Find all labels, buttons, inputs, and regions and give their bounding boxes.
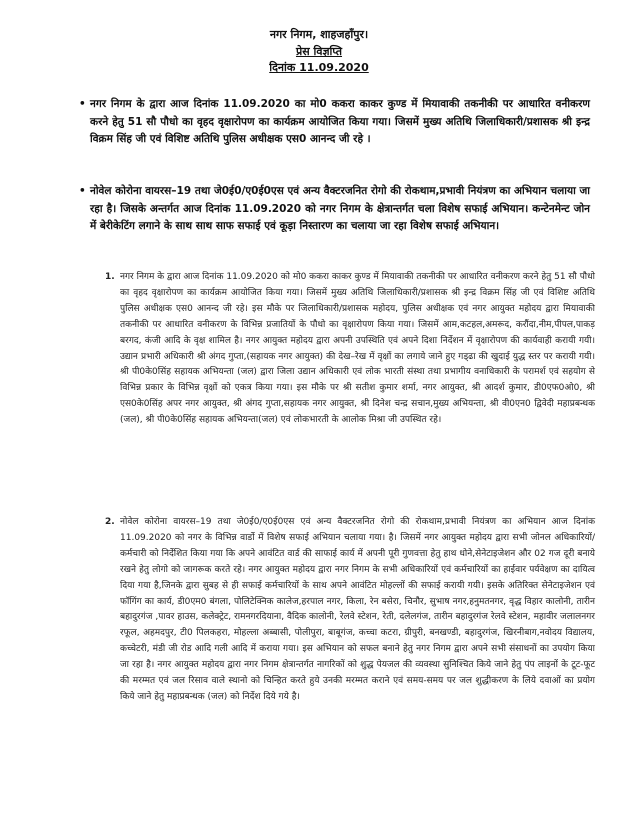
body-paragraph xyxy=(105,270,595,429)
document-title: प्रेस विज्ञप्ति xyxy=(295,45,343,58)
highlight-text: नगर निगम के द्वारा आज दिनांक 11.09.2020 का मो0 ककरा काकर कुण्ड में मियावाकी तकनीकी पर आधारित वनीकरण करने हेतु 51 सौ पौधो का वृहद वृक्षारोपण का कार्यक्रम आयोजित किया गया। जिसमें मुख्य अतिथि जिलाधिकारी/प्रशासक श्री इन्द्र विक्रम सिंह जी एवं विशिष्ट अतिथि पुलिस अधीक्षक एस0 आनन्द जी रहे । xyxy=(90,98,590,145)
body-paragraph xyxy=(105,515,595,706)
paragraph-number: 2. xyxy=(105,517,115,527)
highlight-item xyxy=(79,183,590,236)
highlight-item xyxy=(79,96,590,149)
paragraph-number: 1. xyxy=(105,272,115,282)
paragraph-text: नगर निगम के द्वारा आज दिनांक 11.09.2020 को मो0 ककरा काकर कुण्ड में मियावाकी तकनीकी पर आधारित वनीकरण करने हेतु 51 सौ पौधो का वृहद वृक्षारोपण का कार्यक्रम आयोजित किया गया। जिसमें मुख्य अतिथि जिलाधिकारी/प्रशासक श्री इन्द्र विक्रम सिंह जी एवं विशिष्ट अतिथि पुलिस अधीक्षक एस0 आनन्द जी रहे। इस मौके पर जिलाधिकारी/प्रशासक महोदय, पुलिस अधीक्षक एवं नगर आयुक्त महोदय द्वारा मियावाकी तकनीकी पर आधारित वनीकरण के विभिन्न प्रजातियों के पौधो का वृक्षारोपण किया गया। जिसमें आम,कटहल,अमरूद, करौंदा,नीम,पीपल,पाकड़ बरगद, कंजी आदि के वृक्ष शामिल है। नगर आयुक्त महोदय द्वारा अपनी उपस्थिति एवं अपने दिशा निर्देशन में वृक्षारोपण की कार्यवाही करायी गयी। उद्यान प्रभारी अधिकारी श्री अंगद गुप्ता,(सहायक नगर आयुक्त) की देख–रेख में वृक्षों का लगाये जाने हुए गड्‌ढा की खुदाई युद्ध स्तर पर करायी गयी। श्री पी0के0सिंह सहायक अभियन्ता (जल) द्वारा जिला उद्यान अधिकारी एवं लोक भारती संस्था तथा प्रभागीय वनाधिकारी के परामर्श एवं सहयोग से विभिन्न प्रकार के विभिन्न वृक्षों को एकत्र किया गया। इस मौके पर श्री सतीश कुमार शर्मा, नगर आयुक्त, श्री आदर्श कुमार, डी0एफ0ओ0, श्री एस0के0सिंह अपर नगर आयुक्त, श्री अंगद गुप्ता,सहायक नगर आयुक्त, श्री दिनेश चन्द्र सचान,मुख्य अभियन्ता, श्री वी0एन0 द्विवेदी महाप्रबन्धक (जल), श्री पी0के0सिंह सहायक अभियन्ता(जल) एवं लोकभारती के आलोक मिश्रा जी उपस्थित रहे। xyxy=(120,272,595,426)
highlight-text: नोवेल कोरोना वायरस–19 तथा जे0ई0/ए0ई0एस एवं अन्य वैक्टरजनित रोगो की रोकथाम,प्रभावी नियंत्रण का अभियान चलाया जा रहा है। जिसके अन्तर्गत आज दिनांक 11.09.2020 को नगर निगम के क्षेत्रान्तर्गत चला विशेष सफाई अभियान। कन्टेनमेन्ट जोन में बेरीकेटिंग लगाने के साथ साथ साफ सफाई एवं कूड़ा निस्तारण का चलाया जा रहा विशेष सफाई अभियान। xyxy=(90,185,590,232)
paragraph-text: नोवेल कोरोना वायरस–19 तथा जे0ई0/ए0ई0एस एवं अन्य वैक्टरजनित रोगो की रोकथाम,प्रभावी नियंत्रण का अभियान आज दिनांक 11.09.2020 को नगर के विभिन्न वार्डो में विशेष सफाई अभियान चलाया गया। है। जिसमें नगर आयुक्त महोदय द्वारा सभी जोनल अधिकारियों/कर्मचारी को निर्देशित किया गया कि अपने आवंटित वार्ड की साफाई कार्य में अपनी पूरी गुणवत्ता हेतु हाथ धोने,सेनेटाइजेशन और 02 गज दूरी बनाये रखने हेतु लोगो को जागरूक करते रहे। नगर आयुक्त महोदय द्वारा नगर निगम के सभी अधिकारियों एवं कर्मचारियों का हाईवार पर्यवेक्षण का दायित्व दिया गया है,जिनके द्वारा सुबह से ही सफाई कर्मचारियों के साथ अपने आवंटित मोहल्लों की सफाई करायी गयी। इसके अतिरिक्त सेनेटाइजेशन एवं फॉगिंग का कार्य, डी0एम0 बंगला, पोलिटेक्निक कालेज,हरपाल नगर, किला, रेन बसेरा, चिनौर, सुभाष नगर,हनुमतनगर, वृद्ध विहार कालोनी, तारीन बहादुरगंज ,पावर हाउस, कलेक्ट्रेट, रामनगरदियाना, वैदिक कालोनी, रेलवे स्टेशन, रेती, दलेलगंज, तारीन बहादुरगंज रेलवे स्टेशन, महावीर जलालनगर रफूल, अहमदपुर, टी0 पिलकहरा, मोहल्ला अब्बासी, पोलीपुरा, बाबूगंज, कच्चा कटरा, ग्रीपुरी, बनखण्डी, बहादुरगंज, खिरनीबाग,नवोदय विद्यालय, कच्चेटरी, मंडी जी रोड आदि गली आदि में कराया गया। इस अभियान को सफल बनाने हेतु नगर निगम द्वारा अपने सभी संसाधनों का उपयोग किया जा रहा है। नगर आयुक्त महोदय द्वारा नगर निगम क्षेत्रान्तर्गत नागरिकों को शुद्ध पेयजल की व्यवस्था सुनिश्चित किये जाने हेतु पंप लाइनों के टूट-फूट की मरम्मत एवं जल रिसाव वाले स्थानो को चिन्हित करते हुये उनकी मरम्मत कराने एवं समय-समय पर जल शुद्धीकरण के लिये दवाओं का प्रयोग किये जाने हेतु महाप्रबन्धक (जल) को निर्देश दिये गये है। xyxy=(120,517,595,702)
office-heading: नगर निगम, शाहजहाँपुर। xyxy=(269,28,369,41)
bullet-marker: • xyxy=(79,185,86,197)
document-date: दिनांक 11.09.2020 xyxy=(269,61,369,74)
bullet-marker: • xyxy=(79,98,86,110)
